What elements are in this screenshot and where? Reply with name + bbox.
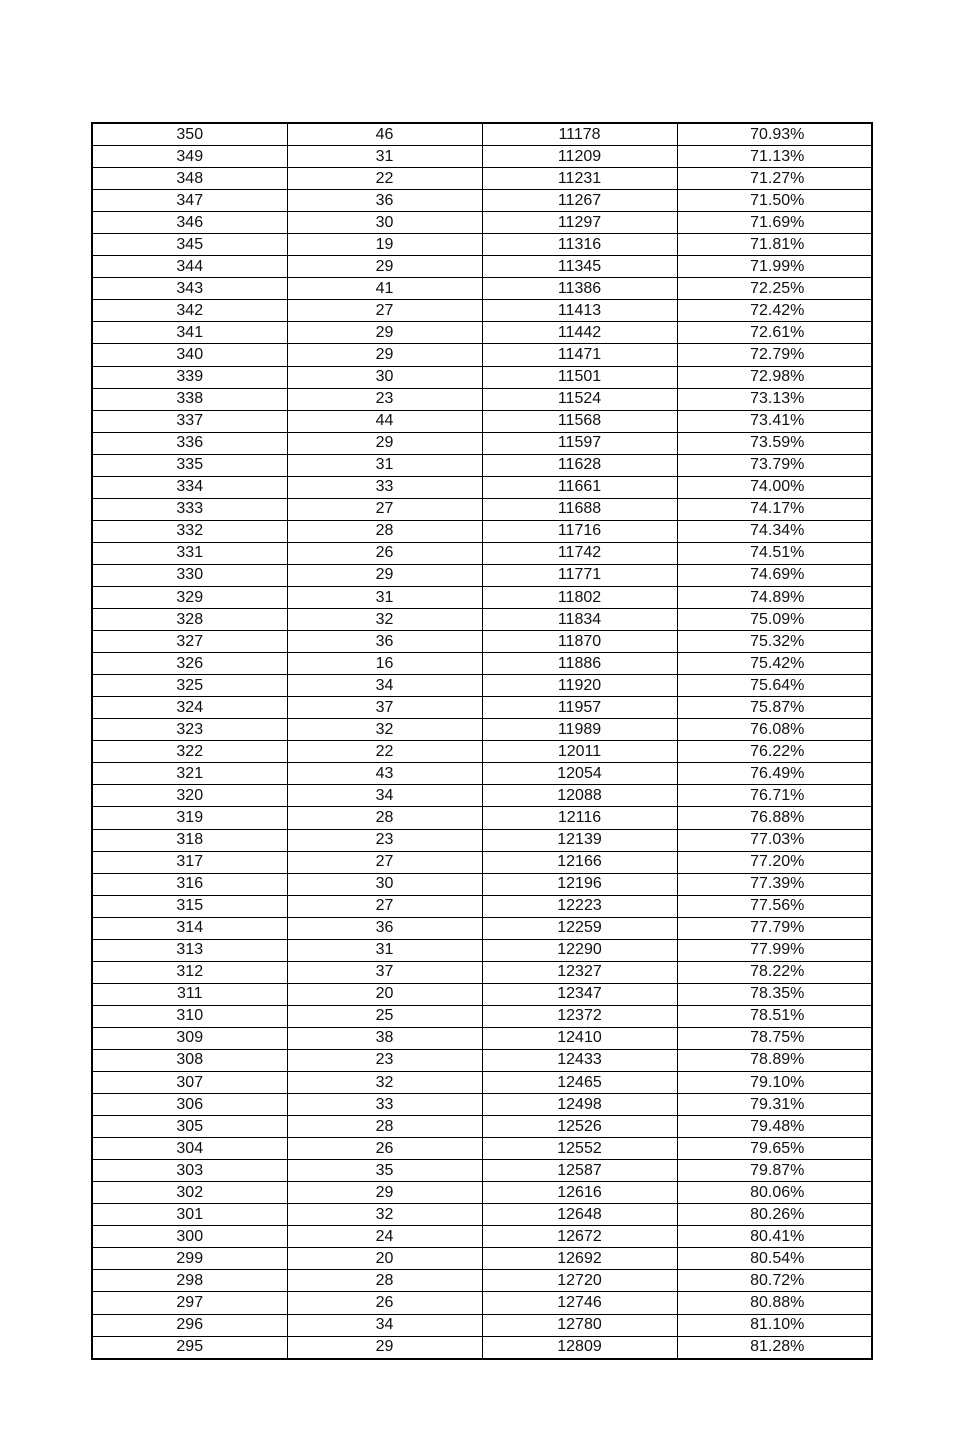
count-cell: 43 bbox=[287, 763, 482, 785]
cumulative-count-cell: 11209 bbox=[482, 146, 677, 168]
cumulative-count-cell: 12054 bbox=[482, 763, 677, 785]
table-row bbox=[92, 476, 872, 498]
score-cell: 315 bbox=[92, 895, 287, 917]
score-cell: 326 bbox=[92, 653, 287, 675]
score-cell: 329 bbox=[92, 586, 287, 608]
cumulative-count-cell: 11267 bbox=[482, 190, 677, 212]
count-cell: 28 bbox=[287, 1270, 482, 1292]
count-cell: 38 bbox=[287, 1027, 482, 1049]
cumulative-count-cell: 12410 bbox=[482, 1027, 677, 1049]
count-cell: 36 bbox=[287, 190, 482, 212]
count-cell: 34 bbox=[287, 1314, 482, 1336]
cumulative-count-cell: 11297 bbox=[482, 212, 677, 234]
table-row bbox=[92, 168, 872, 190]
score-cell: 314 bbox=[92, 917, 287, 939]
table-row bbox=[92, 1226, 872, 1248]
cumulative-count-cell: 11345 bbox=[482, 256, 677, 278]
count-cell: 16 bbox=[287, 653, 482, 675]
table-row bbox=[92, 564, 872, 586]
cumulative-count-cell: 11834 bbox=[482, 609, 677, 631]
score-cell: 349 bbox=[92, 146, 287, 168]
cumulative-count-cell: 12809 bbox=[482, 1336, 677, 1359]
cumulative-percent-cell: 77.99% bbox=[677, 939, 872, 961]
count-cell: 27 bbox=[287, 498, 482, 520]
cumulative-percent-cell: 76.08% bbox=[677, 719, 872, 741]
count-cell: 36 bbox=[287, 631, 482, 653]
count-cell: 29 bbox=[287, 1182, 482, 1204]
count-cell: 22 bbox=[287, 168, 482, 190]
score-cell: 322 bbox=[92, 741, 287, 763]
cumulative-count-cell: 12290 bbox=[482, 939, 677, 961]
score-cell: 331 bbox=[92, 542, 287, 564]
table-row bbox=[92, 1072, 872, 1094]
score-cell: 307 bbox=[92, 1072, 287, 1094]
count-cell: 32 bbox=[287, 1072, 482, 1094]
cumulative-count-cell: 12587 bbox=[482, 1160, 677, 1182]
cumulative-count-cell: 12327 bbox=[482, 961, 677, 983]
cumulative-count-cell: 12498 bbox=[482, 1094, 677, 1116]
cumulative-percent-cell: 72.98% bbox=[677, 366, 872, 388]
cumulative-percent-cell: 79.65% bbox=[677, 1138, 872, 1160]
score-cell: 311 bbox=[92, 983, 287, 1005]
count-cell: 31 bbox=[287, 586, 482, 608]
count-cell: 34 bbox=[287, 675, 482, 697]
cumulative-percent-cell: 76.71% bbox=[677, 785, 872, 807]
cumulative-percent-cell: 71.69% bbox=[677, 212, 872, 234]
table-row bbox=[92, 432, 872, 454]
score-cell: 346 bbox=[92, 212, 287, 234]
score-cell: 312 bbox=[92, 961, 287, 983]
cumulative-percent-cell: 72.25% bbox=[677, 278, 872, 300]
score-cell: 342 bbox=[92, 300, 287, 322]
cumulative-percent-cell: 74.17% bbox=[677, 498, 872, 520]
table-row bbox=[92, 631, 872, 653]
table-row bbox=[92, 785, 872, 807]
cumulative-count-cell: 11178 bbox=[482, 123, 677, 146]
cumulative-count-cell: 11661 bbox=[482, 476, 677, 498]
table-row bbox=[92, 190, 872, 212]
count-cell: 19 bbox=[287, 234, 482, 256]
cumulative-percent-cell: 79.48% bbox=[677, 1116, 872, 1138]
cumulative-percent-cell: 74.89% bbox=[677, 586, 872, 608]
cumulative-percent-cell: 74.69% bbox=[677, 564, 872, 586]
score-cell: 306 bbox=[92, 1094, 287, 1116]
cumulative-count-cell: 12672 bbox=[482, 1226, 677, 1248]
cumulative-count-cell: 12116 bbox=[482, 807, 677, 829]
table-row bbox=[92, 1005, 872, 1027]
count-cell: 31 bbox=[287, 939, 482, 961]
score-cell: 325 bbox=[92, 675, 287, 697]
cumulative-count-cell: 11870 bbox=[482, 631, 677, 653]
cumulative-percent-cell: 73.79% bbox=[677, 454, 872, 476]
cumulative-percent-cell: 75.09% bbox=[677, 609, 872, 631]
score-cell: 350 bbox=[92, 123, 287, 146]
count-cell: 26 bbox=[287, 1138, 482, 1160]
count-cell: 29 bbox=[287, 564, 482, 586]
table-row bbox=[92, 586, 872, 608]
score-cell: 300 bbox=[92, 1226, 287, 1248]
score-cell: 327 bbox=[92, 631, 287, 653]
count-cell: 28 bbox=[287, 807, 482, 829]
cumulative-percent-cell: 71.50% bbox=[677, 190, 872, 212]
cumulative-percent-cell: 80.54% bbox=[677, 1248, 872, 1270]
cumulative-count-cell: 12372 bbox=[482, 1005, 677, 1027]
cumulative-count-cell: 12259 bbox=[482, 917, 677, 939]
cumulative-percent-cell: 79.10% bbox=[677, 1072, 872, 1094]
table-row bbox=[92, 123, 872, 146]
count-cell: 30 bbox=[287, 873, 482, 895]
cumulative-count-cell: 11501 bbox=[482, 366, 677, 388]
count-cell: 37 bbox=[287, 697, 482, 719]
score-cell: 318 bbox=[92, 829, 287, 851]
table-row bbox=[92, 1292, 872, 1314]
cumulative-percent-cell: 80.72% bbox=[677, 1270, 872, 1292]
count-cell: 33 bbox=[287, 1094, 482, 1116]
cumulative-count-cell: 11524 bbox=[482, 388, 677, 410]
cumulative-percent-cell: 71.81% bbox=[677, 234, 872, 256]
cumulative-percent-cell: 78.35% bbox=[677, 983, 872, 1005]
cumulative-count-cell: 11802 bbox=[482, 586, 677, 608]
cumulative-percent-cell: 80.88% bbox=[677, 1292, 872, 1314]
table-row bbox=[92, 961, 872, 983]
table-row bbox=[92, 609, 872, 631]
cumulative-percent-cell: 71.13% bbox=[677, 146, 872, 168]
table-row bbox=[92, 410, 872, 432]
cumulative-count-cell: 12433 bbox=[482, 1049, 677, 1071]
cumulative-count-cell: 12720 bbox=[482, 1270, 677, 1292]
score-cell: 335 bbox=[92, 454, 287, 476]
score-cell: 328 bbox=[92, 609, 287, 631]
score-cell: 330 bbox=[92, 564, 287, 586]
cumulative-count-cell: 11413 bbox=[482, 300, 677, 322]
cumulative-count-cell: 12011 bbox=[482, 741, 677, 763]
table-row bbox=[92, 300, 872, 322]
cumulative-percent-cell: 80.06% bbox=[677, 1182, 872, 1204]
score-cell: 338 bbox=[92, 388, 287, 410]
cumulative-count-cell: 11886 bbox=[482, 653, 677, 675]
score-cell: 323 bbox=[92, 719, 287, 741]
cumulative-count-cell: 12139 bbox=[482, 829, 677, 851]
cumulative-count-cell: 11597 bbox=[482, 432, 677, 454]
score-table-body bbox=[92, 123, 872, 1359]
count-cell: 27 bbox=[287, 851, 482, 873]
count-cell: 32 bbox=[287, 609, 482, 631]
count-cell: 23 bbox=[287, 388, 482, 410]
cumulative-count-cell: 11957 bbox=[482, 697, 677, 719]
count-cell: 24 bbox=[287, 1226, 482, 1248]
cumulative-count-cell: 12166 bbox=[482, 851, 677, 873]
cumulative-count-cell: 11231 bbox=[482, 168, 677, 190]
count-cell: 46 bbox=[287, 123, 482, 146]
table-row bbox=[92, 234, 872, 256]
score-cell: 334 bbox=[92, 476, 287, 498]
count-cell: 23 bbox=[287, 829, 482, 851]
table-row bbox=[92, 366, 872, 388]
count-cell: 22 bbox=[287, 741, 482, 763]
score-cell: 337 bbox=[92, 410, 287, 432]
score-cell: 336 bbox=[92, 432, 287, 454]
score-cell: 301 bbox=[92, 1204, 287, 1226]
table-row bbox=[92, 146, 872, 168]
score-cell: 308 bbox=[92, 1049, 287, 1071]
cumulative-percent-cell: 76.49% bbox=[677, 763, 872, 785]
cumulative-count-cell: 11771 bbox=[482, 564, 677, 586]
table-row bbox=[92, 1248, 872, 1270]
score-cell: 319 bbox=[92, 807, 287, 829]
cumulative-percent-cell: 79.31% bbox=[677, 1094, 872, 1116]
cumulative-count-cell: 11688 bbox=[482, 498, 677, 520]
cumulative-count-cell: 11628 bbox=[482, 454, 677, 476]
count-cell: 26 bbox=[287, 1292, 482, 1314]
table-row bbox=[92, 939, 872, 961]
table-row bbox=[92, 1270, 872, 1292]
cumulative-percent-cell: 81.28% bbox=[677, 1336, 872, 1359]
cumulative-percent-cell: 75.64% bbox=[677, 675, 872, 697]
count-cell: 44 bbox=[287, 410, 482, 432]
count-cell: 27 bbox=[287, 300, 482, 322]
score-cell: 341 bbox=[92, 322, 287, 344]
table-row bbox=[92, 1116, 872, 1138]
cumulative-count-cell: 11471 bbox=[482, 344, 677, 366]
score-cell: 313 bbox=[92, 939, 287, 961]
table-row bbox=[92, 1094, 872, 1116]
count-cell: 29 bbox=[287, 256, 482, 278]
cumulative-count-cell: 12223 bbox=[482, 895, 677, 917]
score-distribution-table bbox=[91, 122, 873, 1360]
table-row bbox=[92, 498, 872, 520]
count-cell: 33 bbox=[287, 476, 482, 498]
cumulative-percent-cell: 74.51% bbox=[677, 542, 872, 564]
count-cell: 23 bbox=[287, 1049, 482, 1071]
count-cell: 27 bbox=[287, 895, 482, 917]
cumulative-percent-cell: 80.26% bbox=[677, 1204, 872, 1226]
cumulative-percent-cell: 73.59% bbox=[677, 432, 872, 454]
count-cell: 30 bbox=[287, 366, 482, 388]
cumulative-count-cell: 12780 bbox=[482, 1314, 677, 1336]
count-cell: 35 bbox=[287, 1160, 482, 1182]
table-row bbox=[92, 697, 872, 719]
table-row bbox=[92, 763, 872, 785]
cumulative-percent-cell: 72.42% bbox=[677, 300, 872, 322]
table-row bbox=[92, 212, 872, 234]
score-cell: 344 bbox=[92, 256, 287, 278]
cumulative-percent-cell: 75.32% bbox=[677, 631, 872, 653]
cumulative-percent-cell: 77.56% bbox=[677, 895, 872, 917]
table-row bbox=[92, 873, 872, 895]
count-cell: 26 bbox=[287, 542, 482, 564]
cumulative-percent-cell: 78.75% bbox=[677, 1027, 872, 1049]
score-cell: 302 bbox=[92, 1182, 287, 1204]
score-cell: 324 bbox=[92, 697, 287, 719]
table-row bbox=[92, 322, 872, 344]
cumulative-count-cell: 11920 bbox=[482, 675, 677, 697]
cumulative-count-cell: 12526 bbox=[482, 1116, 677, 1138]
cumulative-count-cell: 12347 bbox=[482, 983, 677, 1005]
cumulative-percent-cell: 76.88% bbox=[677, 807, 872, 829]
table-row bbox=[92, 1204, 872, 1226]
table-row bbox=[92, 675, 872, 697]
cumulative-percent-cell: 78.89% bbox=[677, 1049, 872, 1071]
cumulative-percent-cell: 71.99% bbox=[677, 256, 872, 278]
count-cell: 25 bbox=[287, 1005, 482, 1027]
cumulative-count-cell: 12692 bbox=[482, 1248, 677, 1270]
cumulative-percent-cell: 70.93% bbox=[677, 123, 872, 146]
score-cell: 299 bbox=[92, 1248, 287, 1270]
cumulative-count-cell: 11386 bbox=[482, 278, 677, 300]
table-row bbox=[92, 1336, 872, 1359]
cumulative-count-cell: 12088 bbox=[482, 785, 677, 807]
score-cell: 310 bbox=[92, 1005, 287, 1027]
cumulative-percent-cell: 72.79% bbox=[677, 344, 872, 366]
table-row bbox=[92, 807, 872, 829]
score-cell: 303 bbox=[92, 1160, 287, 1182]
score-cell: 340 bbox=[92, 344, 287, 366]
table-row bbox=[92, 1027, 872, 1049]
cumulative-count-cell: 11742 bbox=[482, 542, 677, 564]
score-cell: 347 bbox=[92, 190, 287, 212]
score-cell: 332 bbox=[92, 520, 287, 542]
table-row bbox=[92, 1182, 872, 1204]
score-cell: 316 bbox=[92, 873, 287, 895]
table-row bbox=[92, 829, 872, 851]
cumulative-count-cell: 12196 bbox=[482, 873, 677, 895]
score-cell: 345 bbox=[92, 234, 287, 256]
score-cell: 320 bbox=[92, 785, 287, 807]
cumulative-percent-cell: 76.22% bbox=[677, 741, 872, 763]
count-cell: 30 bbox=[287, 212, 482, 234]
count-cell: 28 bbox=[287, 1116, 482, 1138]
cumulative-count-cell: 12552 bbox=[482, 1138, 677, 1160]
score-cell: 297 bbox=[92, 1292, 287, 1314]
count-cell: 34 bbox=[287, 785, 482, 807]
cumulative-count-cell: 11442 bbox=[482, 322, 677, 344]
score-cell: 339 bbox=[92, 366, 287, 388]
count-cell: 41 bbox=[287, 278, 482, 300]
score-cell: 304 bbox=[92, 1138, 287, 1160]
count-cell: 31 bbox=[287, 454, 482, 476]
count-cell: 29 bbox=[287, 432, 482, 454]
score-cell: 305 bbox=[92, 1116, 287, 1138]
count-cell: 20 bbox=[287, 1248, 482, 1270]
score-cell: 333 bbox=[92, 498, 287, 520]
cumulative-percent-cell: 75.87% bbox=[677, 697, 872, 719]
score-cell: 348 bbox=[92, 168, 287, 190]
table-row bbox=[92, 851, 872, 873]
count-cell: 32 bbox=[287, 1204, 482, 1226]
cumulative-percent-cell: 81.10% bbox=[677, 1314, 872, 1336]
cumulative-count-cell: 11316 bbox=[482, 234, 677, 256]
count-cell: 29 bbox=[287, 322, 482, 344]
table-row bbox=[92, 256, 872, 278]
cumulative-percent-cell: 79.87% bbox=[677, 1160, 872, 1182]
cumulative-count-cell: 12746 bbox=[482, 1292, 677, 1314]
table-row bbox=[92, 983, 872, 1005]
count-cell: 29 bbox=[287, 1336, 482, 1359]
cumulative-percent-cell: 77.03% bbox=[677, 829, 872, 851]
table-row bbox=[92, 917, 872, 939]
score-cell: 298 bbox=[92, 1270, 287, 1292]
score-cell: 309 bbox=[92, 1027, 287, 1049]
table-row bbox=[92, 895, 872, 917]
cumulative-percent-cell: 73.13% bbox=[677, 388, 872, 410]
cumulative-percent-cell: 77.79% bbox=[677, 917, 872, 939]
cumulative-count-cell: 12465 bbox=[482, 1072, 677, 1094]
count-cell: 20 bbox=[287, 983, 482, 1005]
table-row bbox=[92, 741, 872, 763]
score-cell: 321 bbox=[92, 763, 287, 785]
table-row bbox=[92, 1138, 872, 1160]
score-cell: 343 bbox=[92, 278, 287, 300]
count-cell: 32 bbox=[287, 719, 482, 741]
count-cell: 28 bbox=[287, 520, 482, 542]
table-row bbox=[92, 653, 872, 675]
count-cell: 36 bbox=[287, 917, 482, 939]
cumulative-percent-cell: 77.20% bbox=[677, 851, 872, 873]
table-row bbox=[92, 454, 872, 476]
table-row bbox=[92, 278, 872, 300]
count-cell: 29 bbox=[287, 344, 482, 366]
cumulative-count-cell: 11568 bbox=[482, 410, 677, 432]
cumulative-count-cell: 11989 bbox=[482, 719, 677, 741]
score-cell: 295 bbox=[92, 1336, 287, 1359]
cumulative-percent-cell: 75.42% bbox=[677, 653, 872, 675]
count-cell: 37 bbox=[287, 961, 482, 983]
cumulative-percent-cell: 80.41% bbox=[677, 1226, 872, 1248]
cumulative-count-cell: 12616 bbox=[482, 1182, 677, 1204]
score-cell: 317 bbox=[92, 851, 287, 873]
cumulative-percent-cell: 73.41% bbox=[677, 410, 872, 432]
table-row bbox=[92, 1160, 872, 1182]
cumulative-percent-cell: 74.34% bbox=[677, 520, 872, 542]
cumulative-percent-cell: 78.22% bbox=[677, 961, 872, 983]
count-cell: 31 bbox=[287, 146, 482, 168]
cumulative-count-cell: 12648 bbox=[482, 1204, 677, 1226]
cumulative-percent-cell: 78.51% bbox=[677, 1005, 872, 1027]
cumulative-count-cell: 11716 bbox=[482, 520, 677, 542]
cumulative-percent-cell: 77.39% bbox=[677, 873, 872, 895]
table-row bbox=[92, 719, 872, 741]
table-row bbox=[92, 1049, 872, 1071]
table-row bbox=[92, 388, 872, 410]
table-row bbox=[92, 1314, 872, 1336]
cumulative-percent-cell: 72.61% bbox=[677, 322, 872, 344]
table-row bbox=[92, 542, 872, 564]
score-cell: 296 bbox=[92, 1314, 287, 1336]
cumulative-percent-cell: 74.00% bbox=[677, 476, 872, 498]
table-row bbox=[92, 344, 872, 366]
table-row bbox=[92, 520, 872, 542]
cumulative-percent-cell: 71.27% bbox=[677, 168, 872, 190]
